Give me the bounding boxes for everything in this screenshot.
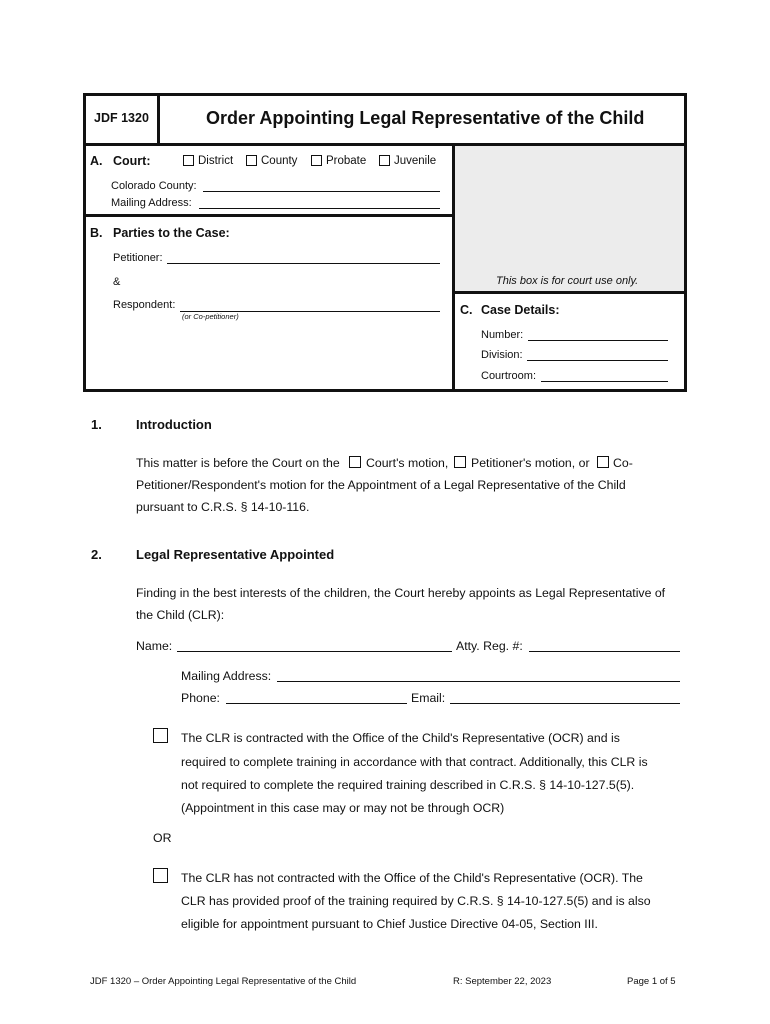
footer-revision-date: R: September 22, 2023 [453,976,552,987]
intro-line-3: pursuant to C.R.S. § 14-10-116. [136,500,310,514]
clr-phone-label: Phone: [181,691,220,705]
or-label: OR [153,831,172,845]
court-probate-label: Probate [326,155,367,167]
clr-contracted-checkbox[interactable] [153,728,168,743]
petitioner-field[interactable] [167,263,440,264]
court-use-text: This box is for court use only. [496,275,639,287]
option-b-line-3: eligible for appointment pursuant to Chief Justice Directive 04-05, Section III. [181,917,598,931]
courts-motion-checkbox[interactable] [349,456,361,468]
court-county-label: County [261,155,298,167]
division-label: Division: [481,349,523,361]
section-2-heading: Legal Representative Appointed [136,547,335,562]
case-number-label: Number: [481,329,524,341]
footer-page-number: Page 1 of 5 [627,976,676,987]
clr-phone-field[interactable] [226,703,407,704]
court-county-checkbox[interactable] [246,155,257,166]
court-use-area [455,146,684,291]
court-district-checkbox[interactable] [183,155,194,166]
clr-name-label: Name: [136,639,173,653]
court-juvenile-label: Juvenile [394,155,437,167]
courtroom-field[interactable] [541,381,668,382]
petitioners-motion-checkbox[interactable] [454,456,466,468]
option-a-line-4: (Appointment in this case may or may not be through OCR) [181,801,505,815]
atty-reg-label: Atty. Reg. #: [456,639,523,653]
case-number-field[interactable] [528,340,668,341]
form-id: JDF 1320 [94,111,149,125]
colorado-county-label: Colorado County: [111,180,197,192]
atty-reg-field[interactable] [529,651,680,652]
court-district-label: District [198,155,234,167]
footer-form-title: JDF 1320 – Order Appointing Legal Representative of the Child [90,976,357,987]
intro-line-2: Petitioner/Respondent's motion for the Appointment of a Legal Representative of the Child [136,478,626,492]
option-b-line-1: The CLR has not contracted with the Office of the Child's Representative (OCR). The [181,871,643,885]
section-b-label: Parties to the Case: [113,226,230,240]
clr-mailing-label: Mailing Address: [181,669,272,683]
ampersand: & [113,276,121,288]
section-a-letter: A. [90,154,103,168]
court-probate-checkbox[interactable] [311,155,322,166]
court-mailing-address-field[interactable] [199,208,440,209]
intro-line-1a: This matter is before the Court on the [136,456,340,470]
courts-motion-label: Court's motion, [366,456,449,470]
option-a-line-2: required to complete training in accordance with that contract. Additionally, this CLR is [181,755,648,769]
clr-email-label: Email: [411,691,446,705]
co-petitioner-motion-checkbox[interactable] [597,456,609,468]
page-title: Order Appointing Legal Representative of the Child [206,108,645,128]
respondent-note: (or Co-petitioner) [182,312,239,321]
clr-mailing-field[interactable] [277,681,680,682]
clr-email-field[interactable] [450,703,680,704]
mailing-address-label: Mailing Address: [111,197,192,209]
colorado-county-field[interactable] [203,191,440,192]
petitioners-motion-label: Petitioner's motion, or [471,456,590,470]
option-a-line-3: not required to complete the required training described in C.R.S. § 14-10-127.5(5). [181,778,635,792]
section-1-number: 1. [91,417,102,432]
courtroom-label: Courtroom: [481,370,537,382]
finding-line-1: Finding in the best interests of the children, the Court hereby appoints as Legal Representative of [136,586,666,600]
section-c-label: Case Details: [481,303,560,317]
section-ab-divider [83,214,454,217]
court-juvenile-checkbox[interactable] [379,155,390,166]
id-divider [157,93,160,145]
respondent-label: Respondent: [113,299,176,311]
section-2-number: 2. [91,547,102,562]
petitioner-label: Petitioner: [113,252,163,264]
option-b-line-2: CLR has provided proof of the training required by C.R.S. § 14-10-127.5(5) and is also [181,894,651,908]
section-b-letter: B. [90,226,103,240]
finding-line-2: the Child (CLR): [136,608,225,622]
section-1-heading: Introduction [136,417,212,432]
division-field[interactable] [527,360,668,361]
co-petitioner-motion-label: Co- [613,456,633,470]
option-a-line-1: The CLR is contracted with the Office of the Child's Representative (OCR) and is [181,731,620,745]
clr-not-contracted-checkbox[interactable] [153,868,168,883]
section-c-divider [452,291,687,294]
section-a-label: Court: [113,154,151,168]
section-c-letter: C. [460,303,473,317]
clr-name-field[interactable] [177,651,452,652]
